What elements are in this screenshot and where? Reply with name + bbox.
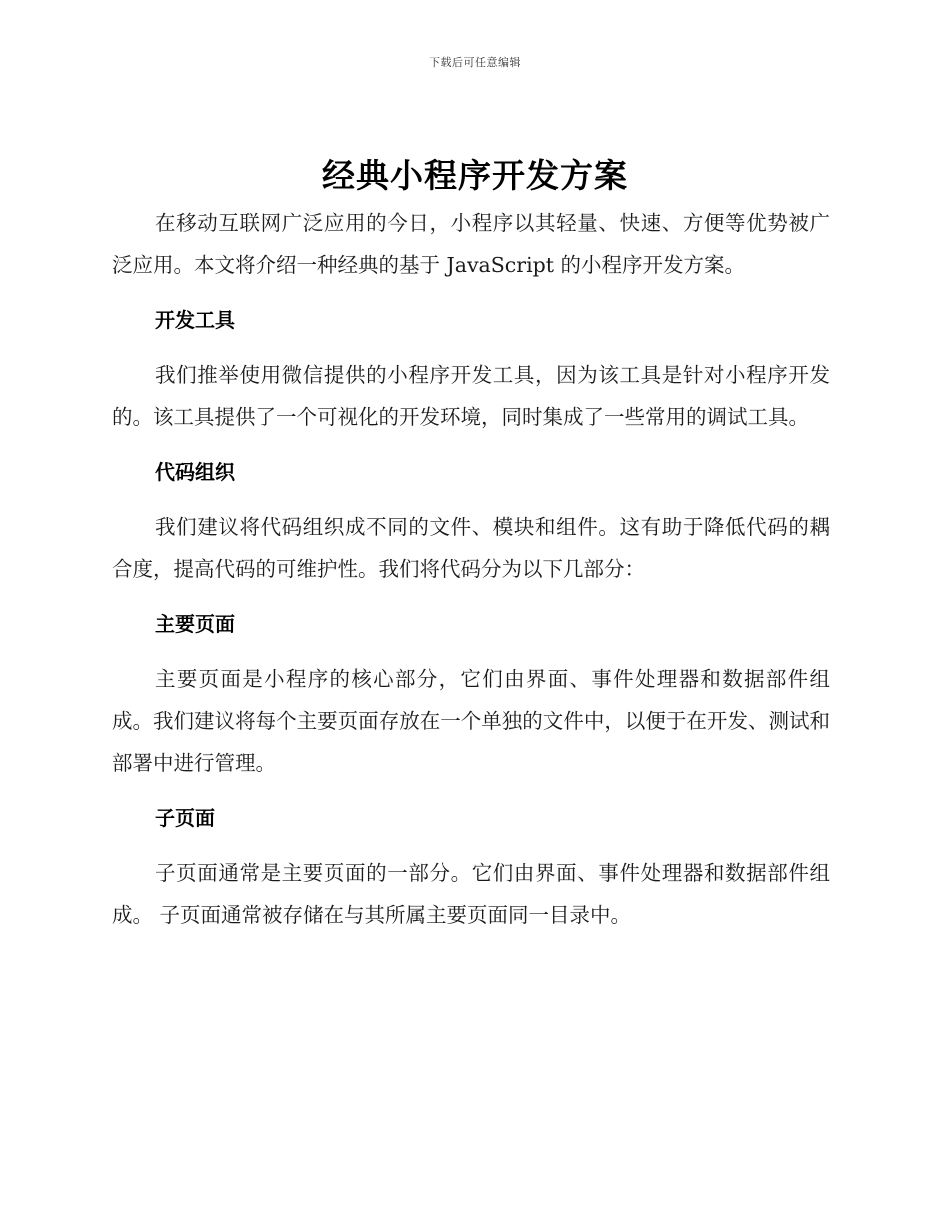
section-heading-sub-pages: 子页面 xyxy=(155,806,215,830)
intro-paragraph: 在移动互联网广泛应用的今日，小程序以其轻量、快速、方便等优势被广泛应用。本文将介绍一种经典的基于 JavaScript 的小程序开发方案。 xyxy=(112,211,830,277)
section-heading-code-organization: 代码组织 xyxy=(155,460,235,484)
document-body xyxy=(112,202,830,936)
section-heading-main-pages: 主要页面 xyxy=(155,612,235,636)
section-body-code-organization: 我们建议将代码组织成不同的文件、模块和组件。这有助于降低代码的耦合度，提高代码的可维护性。我们将代码分为以下几部分： xyxy=(112,515,830,581)
section-body-dev-tools: 我们推举使用微信提供的小程序开发工具，因为该工具是针对小程序开发的。该工具提供了一个可视化的开发环境，同时集成了一些常用的调试工具。 xyxy=(112,363,830,429)
document-title: 经典小程序开发方案 xyxy=(322,156,628,195)
section-body-main-pages: 主要页面是小程序的核心部分，它们由界面、事件处理器和数据部件组成。我们建议将每个主要页面存放在一个单独的文件中，以便于在开发、测试和部署中进行管理。 xyxy=(112,667,830,775)
section-heading-dev-tools: 开发工具 xyxy=(155,308,235,332)
header-note: 下载后可任意编辑 xyxy=(429,56,521,69)
section-body-sub-pages: 子页面通常是主要页面的一部分。它们由界面、事件处理器和数据部件组成。 子页面通常被存储在与其所属主要页面同一目录中。 xyxy=(112,861,830,927)
